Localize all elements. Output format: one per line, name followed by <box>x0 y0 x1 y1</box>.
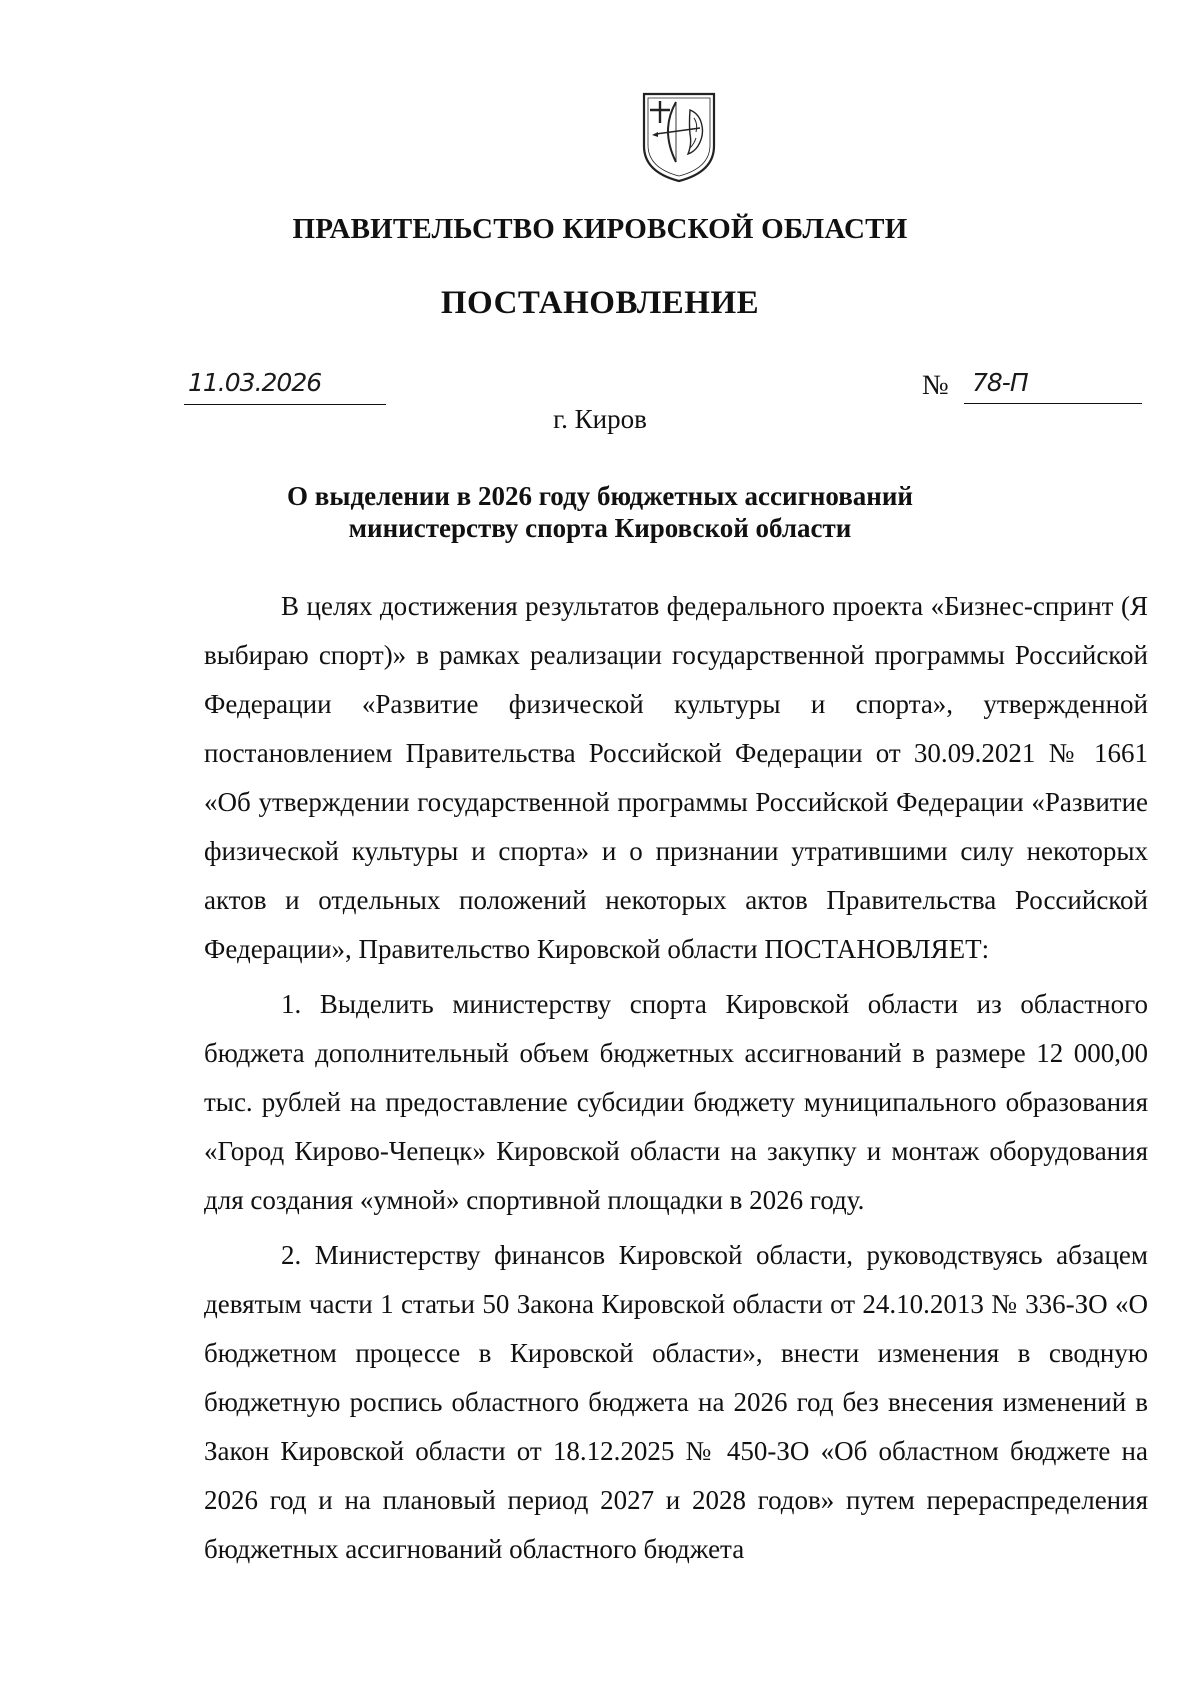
item-2-paragraph: 2. Министерству финансов Кировской области, руководствуясь абзацем девятым части 1 статьи 50 Закона Кировской области от 24.10.2013 № 336-ЗО «О бюджетном процессе в Кировской области», внести изменения в сводную бюджетную роспись областного бюджета на 2026 год без внесения изменений в Закон Кировской области от 18.12.2025 № 450-ЗО «Об областном бюджете на 2026 год и на плановый период 2027 и 2028 годов» путем перераспределения бюджетных ассигнований областного бюджета <box>204 1240 1148 1564</box>
city: г. Киров <box>553 404 647 434</box>
title-line-1: О выделении в 2026 году бюджетных ассигнований <box>287 481 913 511</box>
item-1-paragraph: 1. Выделить министерству спорта Кировской области из областного бюджета дополнительный объем бюджетных ассигнований в размере 12 000,00 тыс. рублей на предоставление субсидии бюджету муниципального образования «Город Кирово-Чепецк» Кировской области на закупку и монтаж оборудования для создания «умной» спортивной площадки в 2026 году. <box>204 989 1148 1215</box>
document-date <box>184 368 386 405</box>
document-body <box>204 582 1148 1574</box>
document-title <box>0 480 1200 544</box>
title-line-2: министерству спорта Кировской области <box>348 513 852 543</box>
date-handwritten: 11.03.2026 <box>188 368 322 397</box>
coat-of-arms-icon <box>638 88 720 184</box>
number-sign: № <box>922 370 949 401</box>
document-number <box>922 368 1142 404</box>
number-handwritten: 78-П <box>972 368 1028 397</box>
organization-name: ПРАВИТЕЛЬСТВО КИРОВСКОЙ ОБЛАСТИ <box>292 213 908 245</box>
document-type: ПОСТАНОВЛЕНИЕ <box>440 285 760 321</box>
preamble-paragraph: В целях достижения результатов федерального проекта «Бизнес-спринт (Я выбираю спорт)» в рамках реализации государственной программы Российской Федерации «Развитие физической культуры и спорта», утвержденной постановлением Правительства Российской Федерации от 30.09.2021 № 1661 «Об утверждении государственной программы Российской Федерации «Развитие физической культуры и спорта» и о признании утратившими силу некоторых актов и отдельных положений некоторых актов Правительства Российской Федерации», Правительство Кировской области ПОСТАНОВЛЯЕТ: <box>204 591 1148 964</box>
